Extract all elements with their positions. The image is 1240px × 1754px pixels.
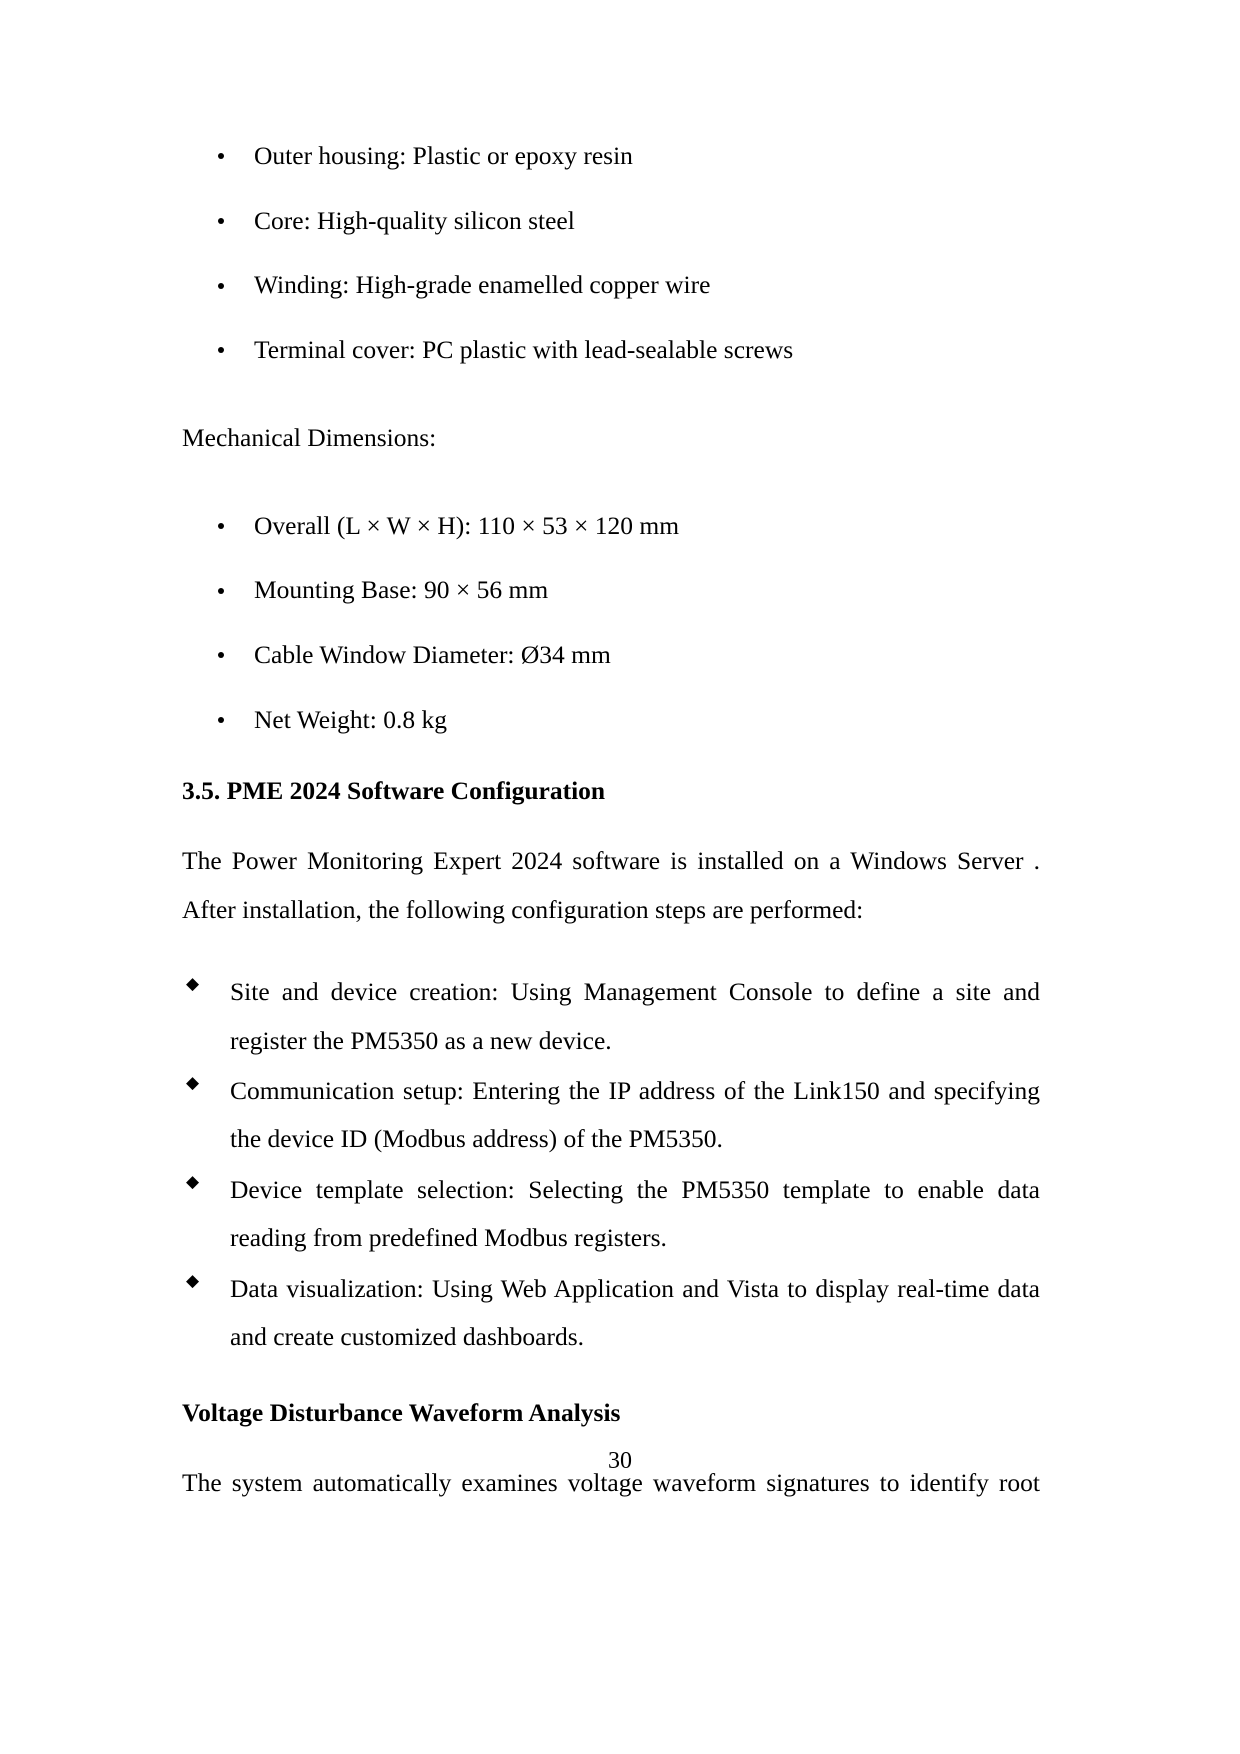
spacer: [182, 399, 1040, 421]
list-item-text: Core: High-quality silicon steel: [254, 205, 575, 235]
bullet-diamond-icon: ◆: [186, 1270, 200, 1290]
spacer: [182, 484, 1040, 510]
mechanical-dimensions-list: [182, 510, 1040, 737]
bullet-diamond-icon: ◆: [186, 974, 200, 994]
list-item: [182, 334, 1040, 367]
list-item: [182, 269, 1040, 302]
list-item-line: Site and device creation: Using Management Console to define a site and: [230, 977, 1040, 1007]
bullet-dot-icon: [218, 588, 224, 594]
list-item: [182, 140, 1040, 173]
materials-list: [182, 140, 1040, 367]
list-item-text: Outer housing: Plastic or epoxy resin: [254, 141, 633, 170]
section-intro-paragraph: [182, 837, 1040, 934]
list-item: [182, 574, 1040, 607]
bullet-dot-icon: [218, 717, 224, 723]
list-item: [182, 1166, 1040, 1263]
list-item: [182, 704, 1040, 737]
list-item-text: Mounting Base: 90 × 56 mm: [254, 575, 549, 605]
paragraph-line: The system automatically examines voltage waveform signatures to identify root: [182, 1467, 1040, 1497]
list-item-line: the device ID (Modbus address) of the PM5350.: [230, 1124, 723, 1154]
list-item-line: Communication setup: Entering the IP address of the Link150 and specifying: [230, 1076, 1040, 1106]
list-item-text: Terminal cover: PC plastic with lead-sealable screws: [254, 334, 794, 364]
bullet-dot-icon: [218, 218, 224, 224]
bullet-dot-icon: [218, 652, 224, 658]
mechanical-dimensions-label: Mechanical Dimensions:: [182, 422, 437, 452]
list-item-text: Overall (L × W × H): 110 × 53 × 120 mm: [254, 510, 680, 540]
bullet-dot-icon: [218, 153, 224, 159]
bullet-diamond-icon: ◆: [186, 1073, 200, 1093]
list-item: [182, 1067, 1040, 1164]
bullet-diamond-icon: ◆: [186, 1171, 200, 1191]
list-item: [182, 205, 1040, 238]
list-item: [182, 1265, 1040, 1362]
bullet-dot-icon: [218, 283, 224, 289]
list-item-line: and create customized dashboards.: [230, 1322, 585, 1352]
list-item-line: register the PM5350 as a new device.: [230, 1025, 612, 1055]
list-item-text: Cable Window Diameter: Ø34 mm: [254, 639, 611, 669]
list-item-line: Data visualization: Using Web Application and Vista to display real-time data: [230, 1273, 1040, 1303]
list-item: [182, 510, 1040, 543]
paragraph-line: The Power Monitoring Expert 2024 software is installed on a Windows Server .: [182, 846, 1040, 876]
list-item-text: Net Weight: 0.8 kg: [254, 704, 447, 734]
page-number: 30: [608, 1448, 632, 1474]
list-item: [182, 639, 1040, 672]
paragraph-line: After installation, the following configuration steps are performed:: [182, 894, 864, 924]
subsection-heading: Voltage Disturbance Waveform Analysis: [182, 1397, 621, 1427]
bullet-dot-icon: [218, 523, 224, 529]
list-item: [182, 968, 1040, 1065]
list-item-line: Device template selection: Selecting the PM5350 template to enable data: [230, 1174, 1040, 1204]
list-item-line: reading from predefined Modbus registers.: [230, 1223, 667, 1253]
list-item-text: Winding: High-grade enamelled copper wire: [254, 270, 711, 300]
config-steps-list: [182, 968, 1040, 1362]
bullet-dot-icon: [218, 347, 224, 353]
page-content: [182, 140, 1040, 1507]
section-heading: 3.5. PME 2024 Software Configuration: [182, 776, 606, 806]
